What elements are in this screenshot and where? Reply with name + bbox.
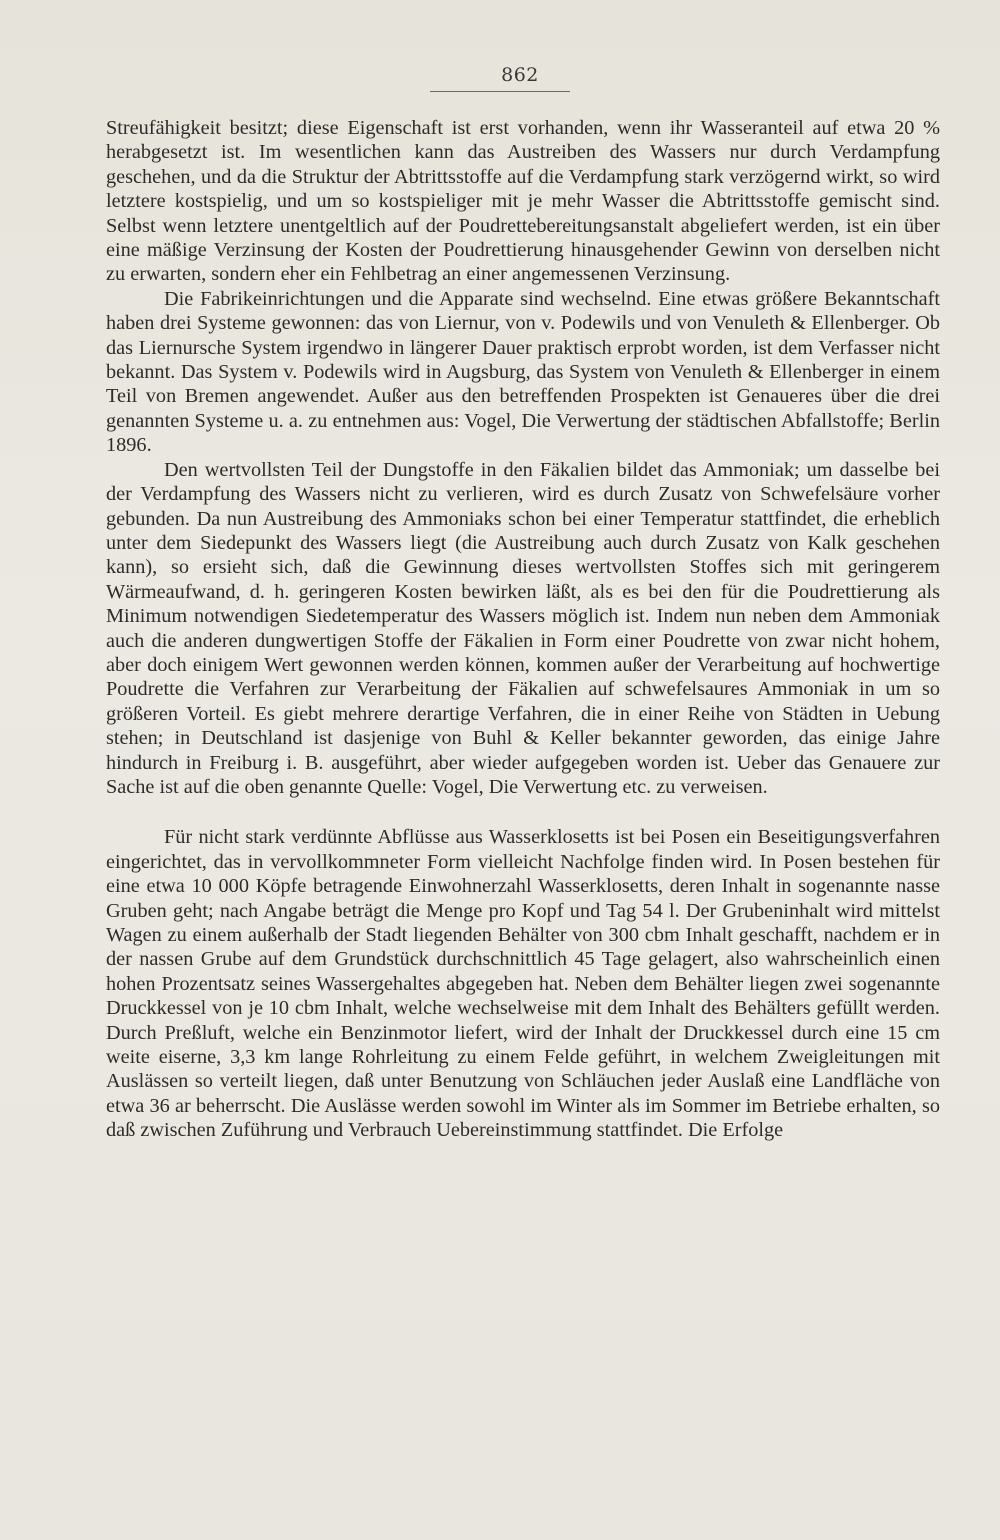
paragraph-2: Die Fabrikeinrichtungen und die Apparate sind wechselnd. Eine etwas größere Bekanntschaft haben drei Systeme gewonnen: das von Liernur, von v. Podewils und von Venuleth & Ellenberger. Ob das Liernursche System irgendwo in längerer Dauer praktisch erprobt worden, ist dem Verfasser nicht bekannt. Das System v. Podewils wird in Augsburg, das System von Venuleth & Ellenberger in einem Teil von Bremen angewendet. Außer aus den betreffenden Prospekten ist Genaueres über die drei genannten Systeme u. a. zu entnehmen aus: Vogel, Die Verwertung der städtischen Abfallstoffe; Berlin 1896.	[106, 287, 940, 457]
paragraph-1: Streufähigkeit besitzt; diese Eigenschaft ist erst vorhanden, wenn ihr Wasseranteil auf etwa 20 % herabgesetzt ist. Im wesentlichen kann das Austreiben des Wassers nur durch Verdampfung geschehen, und da die Struktur der Abtrittsstoffe auf die Verdampfung stark verzögernd wirkt, so wird letztere kostspielig, und um so kostspieliger mit je mehr Wasser die Abtrittsstoffe gemischt sind. Selbst wenn letztere unentgeltlich auf der Poudrettebereitungsanstalt abgeliefert werden, ist ein über eine mäßige Verzinsung der Kosten der Poudrettierung hinausgehender Gewinn von derselben nicht zu erwarten, sondern eher ein Fehlbetrag an einer angemessenen Verzinsung.	[106, 117, 940, 286]
page-number-rule	[430, 91, 570, 92]
body-text	[106, 116, 940, 1143]
paragraph-3: Den wertvollsten Teil der Dungstoffe in den Fäkalien bildet das Ammoniak; um dasselbe bei der Verdampfung des Wassers nicht zu verlieren, wird es durch Zusatz von Schwefelsäure vorher gebunden. Da nun Austreibung des Ammoniaks schon bei einer Temperatur stattfindet, die erheblich unter dem Siedepunkt des Wassers liegt (die Austreibung auch durch Zusatz von Kalk geschehen kann), so ersieht sich, daß die Gewinnung dieses wertvollsten Stoffes sich mit geringerem Wärmeaufwand, d. h. geringeren Kosten bewirken läßt, als es bei den für die Poudrettierung als Minimum notwendigen Siedetemperatur des Wassers möglich ist. Indem nun neben dem Ammoniak auch die anderen dungwertigen Stoffe der Fäkalien in Form einer Poudrette von zwar nicht hohem, aber doch einigem Wert gewonnen werden können, kommen außer der Verarbeitung auf hochwertige Poudrette die Verfahren zur Verarbeitung der Fäkalien auf schwefelsaures Ammoniak in um so größeren Vorteil. Es giebt mehrere derartige Verfahren, die in einer Reihe von Städten in Uebung stehen; in Deutschland ist dasjenige von Buhl & Keller bekannter geworden, das einige Jahre hindurch in Freiburg i. B. ausgeführt, aber wieder aufgegeben worden ist. Ueber das Genauere zur Sache ist auf die oben genannte Quelle: Vogel, Die Verwertung etc. zu verweisen.	[106, 458, 940, 798]
page-number: 862	[501, 64, 539, 86]
paragraph-4: Für nicht stark verdünnte Abflüsse aus Wasserklosetts ist bei Posen ein Beseitigungsverfahren eingerichtet, das in vervollkommneter Form vielleicht Nachfolge finden wird. In Posen bestehen für eine etwa 10 000 Köpfe betragende Einwohnerzahl Wasserklosetts, deren Inhalt in sogenannte nasse Gruben geht; nach Angabe beträgt die Menge pro Kopf und Tag 54 l. Der Grubeninhalt wird mittelst Wagen zu einem außerhalb der Stadt liegenden Behälter von 300 cbm Inhalt geschafft, nachdem er in der nassen Grube auf dem Grundstück durchschnittlich 45 Tage gelagert, also wahrscheinlich einen hohen Prozentsatz seines Wassergehaltes abgegeben hat. Neben dem Behälter liegen zwei sogenannte Druckkessel von je 10 cbm Inhalt, welche wechselweise mit dem Inhalt des Behälters gefüllt werden. Durch Preßluft, welche ein Benzinmotor liefert, wird der Inhalt der Druckkessel durch eine 15 cm weite eiserne, 3,3 km lange Rohrleitung zu einem Felde geführt, in welchem Zweigleitungen mit Auslässen so verteilt liegen, daß unter Benutzung von Schläuchen jeder Auslaß eine Landfläche von etwa 36 ar beherrscht. Die Auslässe werden sowohl im Winter als im Sommer im Betriebe erhalten, so daß zwischen Zuführung und Verbrauch Uebereinstimmung stattfindet. Die Erfolge	[106, 826, 940, 1142]
